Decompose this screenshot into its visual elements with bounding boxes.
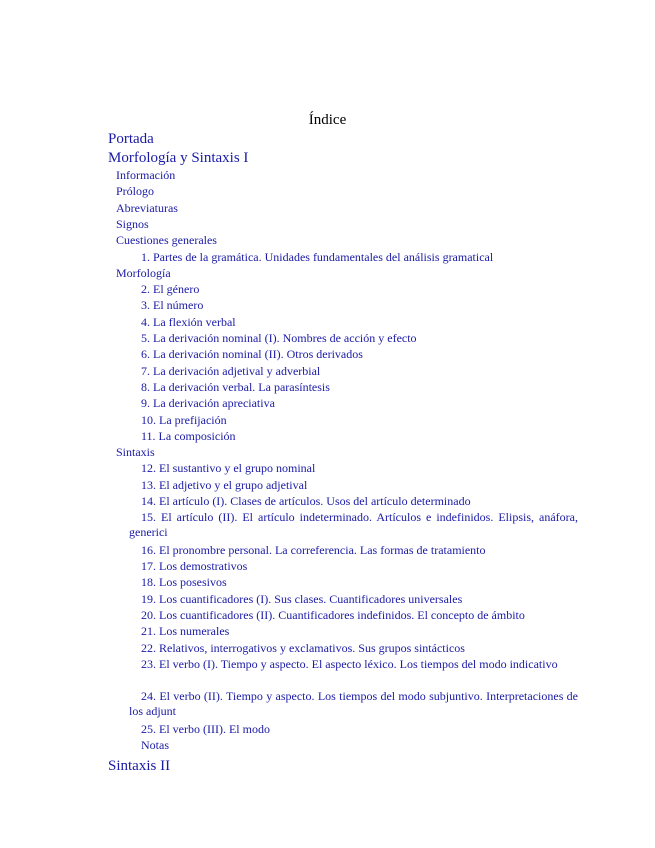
toc-entry[interactable]: 20. Los cuantificadores (II). Cuantificadores indefinidos. El concepto de ámbito	[141, 608, 525, 622]
toc-entry[interactable]: 9. La derivación apreciativa	[141, 396, 275, 411]
toc-entry[interactable]: Sintaxis	[116, 445, 155, 460]
toc-entry[interactable]: Prólogo	[116, 184, 155, 199]
toc-entry[interactable]: 4. La flexión verbal	[141, 314, 236, 329]
toc-entry[interactable]: Signos	[116, 216, 149, 231]
toc-entry[interactable]: 13. El adjetivo y el grupo adjetival	[141, 477, 308, 492]
toc-entry[interactable]: 1. Partes de la gramática. Unidades fundamentales del análisis gramatical	[141, 249, 494, 264]
toc-entry[interactable]: 18. Los posesivos	[141, 575, 227, 590]
toc-entry[interactable]: Morfología y Sintaxis I	[108, 150, 249, 166]
toc-entry[interactable]: Abreviaturas	[116, 200, 178, 215]
toc-entry[interactable]: Morfología	[116, 265, 171, 280]
toc-entry[interactable]: Información	[116, 168, 176, 182]
toc-entry[interactable]: 22. Relativos, interrogativos y exclamativos. Sus grupos sintácticos	[141, 640, 465, 655]
toc-entry[interactable]: Portada	[108, 131, 154, 147]
toc-entry[interactable]: 2. El género	[141, 282, 200, 297]
toc-entry[interactable]: Cuestiones generales	[116, 233, 217, 248]
toc-entry[interactable]: 10. La prefijación	[141, 412, 227, 427]
page-title: Índice	[308, 112, 347, 128]
toc-entry[interactable]: 23. El verbo (I). Tiempo y aspecto. El aspecto léxico. Los tiempos del modo indicativo	[141, 656, 558, 671]
toc-entry[interactable]: 3. El número	[141, 298, 204, 313]
toc-entry[interactable]: 12. El sustantivo y el grupo nominal	[141, 461, 316, 476]
toc-entry[interactable]: 15. El artículo (II). El artículo indeterminado. Artículos e indefinidos. Elipsis, anáfora, generici	[129, 510, 578, 540]
toc-entry[interactable]: 19. Los cuantificadores (I). Sus clases. Cuantificadores universales	[141, 591, 463, 606]
toc-entry[interactable]: 5. La derivación nominal (I). Nombres de acción y efecto	[141, 331, 417, 345]
toc-entry[interactable]: 16. El pronombre personal. La correferencia. Las formas de tratamiento	[141, 542, 486, 557]
toc-entry[interactable]: Sintaxis II	[108, 757, 171, 774]
toc-entry[interactable]: 6. La derivación nominal (II). Otros derivados	[141, 347, 363, 362]
toc-entry[interactable]: 14. El artículo (I). Clases de artículos. Usos del artículo determinado	[141, 494, 471, 508]
toc-entry[interactable]: Notas	[141, 738, 169, 753]
toc-entry[interactable]: 24. El verbo (II). Tiempo y aspecto. Los tiempos del modo subjuntivo. Interpretaciones de los adjunt	[129, 689, 578, 719]
toc-entry[interactable]: 7. La derivación adjetival y adverbial	[141, 363, 321, 378]
toc-entry[interactable]: 17. Los demostrativos	[141, 559, 248, 574]
toc-entry[interactable]: 8. La derivación verbal. La parasíntesis	[141, 379, 330, 394]
toc-entry[interactable]: 25. El verbo (III). El modo	[141, 721, 270, 736]
toc-entry[interactable]: 21. Los numerales	[141, 624, 230, 639]
toc-entry[interactable]: 11. La composición	[141, 428, 236, 443]
